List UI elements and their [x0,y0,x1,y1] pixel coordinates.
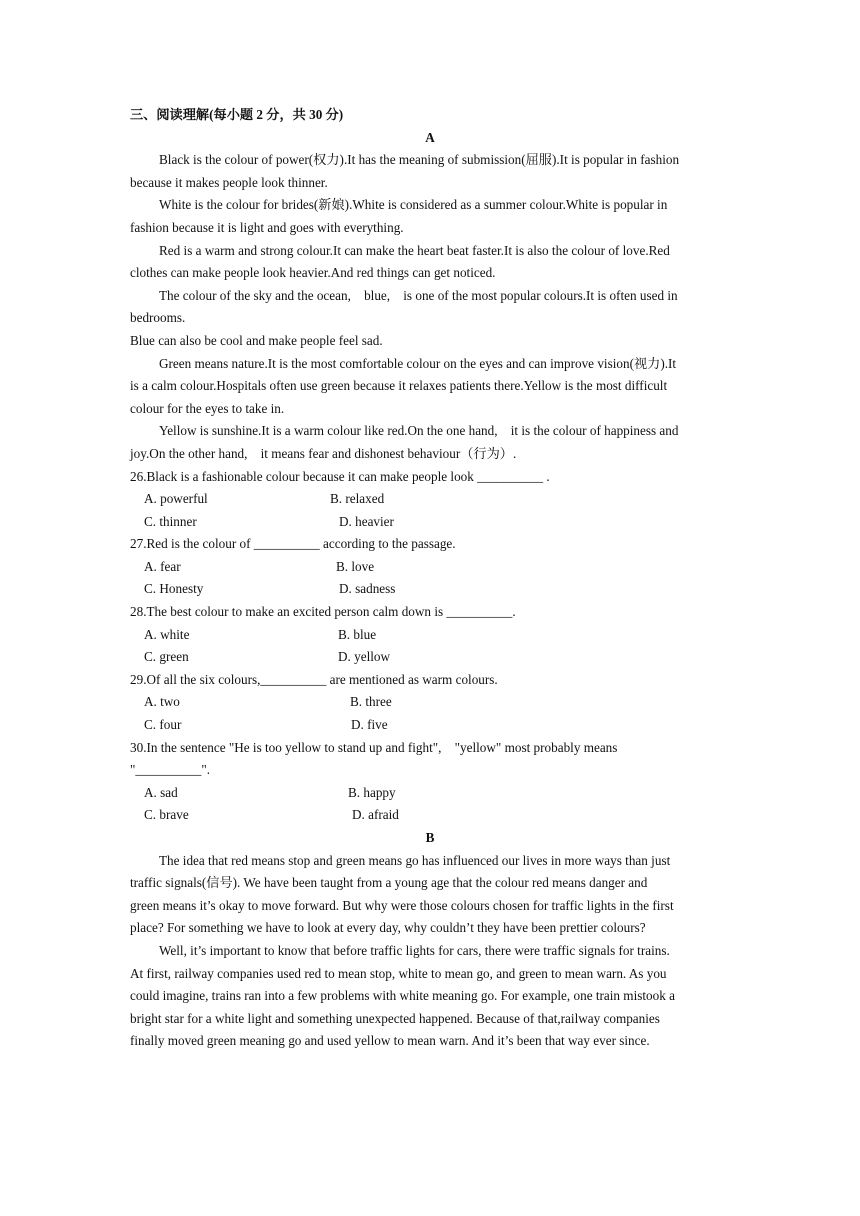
option-b: B. happy [348,784,396,800]
passage-line: traffic signals(信号). We have been taught from a young age that the colour red means danger and [130,875,648,891]
passage-line: fashion because it is light and goes with everything. [130,219,404,235]
option-a: A. fear [144,558,181,574]
option-d: D. yellow [338,649,391,665]
option-d: D. five [351,717,388,733]
option-d: D. heavier [339,513,394,529]
passage-line: colour for the eyes to take in. [130,400,285,416]
option-row [130,488,730,511]
option-row [130,714,730,737]
option-b: B. three [350,694,392,710]
passage-line: At first, railway companies used red to mean stop, white to mean go, and green to mean warn. As you [130,965,667,981]
question-stem: 27.Red is the colour of __________ according to the passage. [130,536,456,552]
option-a: A. sad [144,784,178,800]
option-a: A. white [144,626,190,642]
passage-line: green means it’s okay to move forward. But why were those colours chosen for traffic lights in the first [130,897,674,913]
option-row [130,804,730,827]
option-b: B. blue [338,626,377,642]
passage-line: finally moved green meaning go and used yellow to mean warn. And it’s been that way ever since. [130,1033,650,1049]
passage-line: could imagine, trains ran into a few problems with white meaning go. For example, one train mistook a [130,988,675,1004]
passage-b [130,827,730,1053]
option-c: C. Honesty [144,581,204,597]
passage-line: is a calm colour.Hospitals often use green because it relaxes patients there.Yellow is the most difficult [130,378,668,394]
passage-line: The idea that red means stop and green means go has influenced our lives in more ways than just [159,852,671,868]
option-row [130,556,730,579]
question-28 [130,601,730,669]
passage-line: bright star for a white light and something unexpected happened. Because of that,railway companies [130,1010,660,1026]
exam-page [130,104,730,1053]
passage-line: White is the colour for brides(新娘).White is considered as a summer colour.White is popular in [159,197,668,213]
passage-line: The colour of the sky and the ocean, blue, is one of the most popular colours.It is often used in [159,287,678,303]
option-b: B. love [336,558,375,574]
option-row [130,511,730,534]
option-a: A. powerful [144,491,208,507]
passage-line: because it makes people look thinner. [130,174,328,190]
option-d: D. afraid [352,807,399,823]
question-stem: 26.Black is a fashionable colour because it can make people look __________ . [130,468,550,484]
question-stem: 30.In the sentence "He is too yellow to stand up and fight", "yellow" most probably means [130,739,618,755]
passage-line: Well, it’s important to know that before traffic lights for cars, there were traffic signals for trains. [159,942,670,958]
passage-line: Red is a warm and strong colour.It can make the heart beat faster.It is also the colour of love.Red [159,242,670,258]
question-stem-continued: "__________". [130,762,211,778]
option-row [130,646,730,669]
passage-line: clothes can make people look heavier.And red things can get noticed. [130,265,496,281]
passage-a-label: A [425,129,435,145]
option-c: C. green [144,649,189,665]
option-c: C. four [144,717,182,733]
option-b: B. relaxed [330,491,385,507]
question-30 [130,737,730,827]
passage-line: Black is the colour of power(权力).It has the meaning of submission(屈服).It is popular in fashion [159,152,680,168]
option-c: C. brave [144,807,189,823]
option-row [130,782,730,805]
passage-line: Blue can also be cool and make people feel sad. [130,332,383,348]
option-a: A. two [144,694,180,710]
option-c: C. thinner [144,513,197,529]
question-29 [130,669,730,737]
passage-line: place? For something we have to look at every day, why couldn’t they have been prettier colours? [130,920,646,936]
option-row [130,578,730,601]
question-stem: 28.The best colour to make an excited person calm down is __________. [130,604,516,620]
questions-26-30 [130,466,730,828]
question-26 [130,466,730,534]
question-27 [130,533,730,601]
option-d: D. sadness [339,581,396,597]
section-heading: 三、阅读理解(每小题 2 分，共 30 分) [130,107,344,122]
passage-a [130,127,730,466]
passage-b-label: B [425,830,435,845]
option-row [130,624,730,647]
passage-line: Yellow is sunshine.It is a warm colour like red.On the one hand, it is the colour of happiness and [159,423,679,439]
option-row [130,691,730,714]
passage-line: Green means nature.It is the most comfortable colour on the eyes and can improve vision(视力).It [159,355,677,371]
question-stem: 29.Of all the six colours,__________ are mentioned as warm colours. [130,671,498,687]
passage-line: joy.On the other hand, it means fear and dishonest behaviour（行为）. [130,445,517,461]
passage-line: bedrooms. [130,310,186,326]
